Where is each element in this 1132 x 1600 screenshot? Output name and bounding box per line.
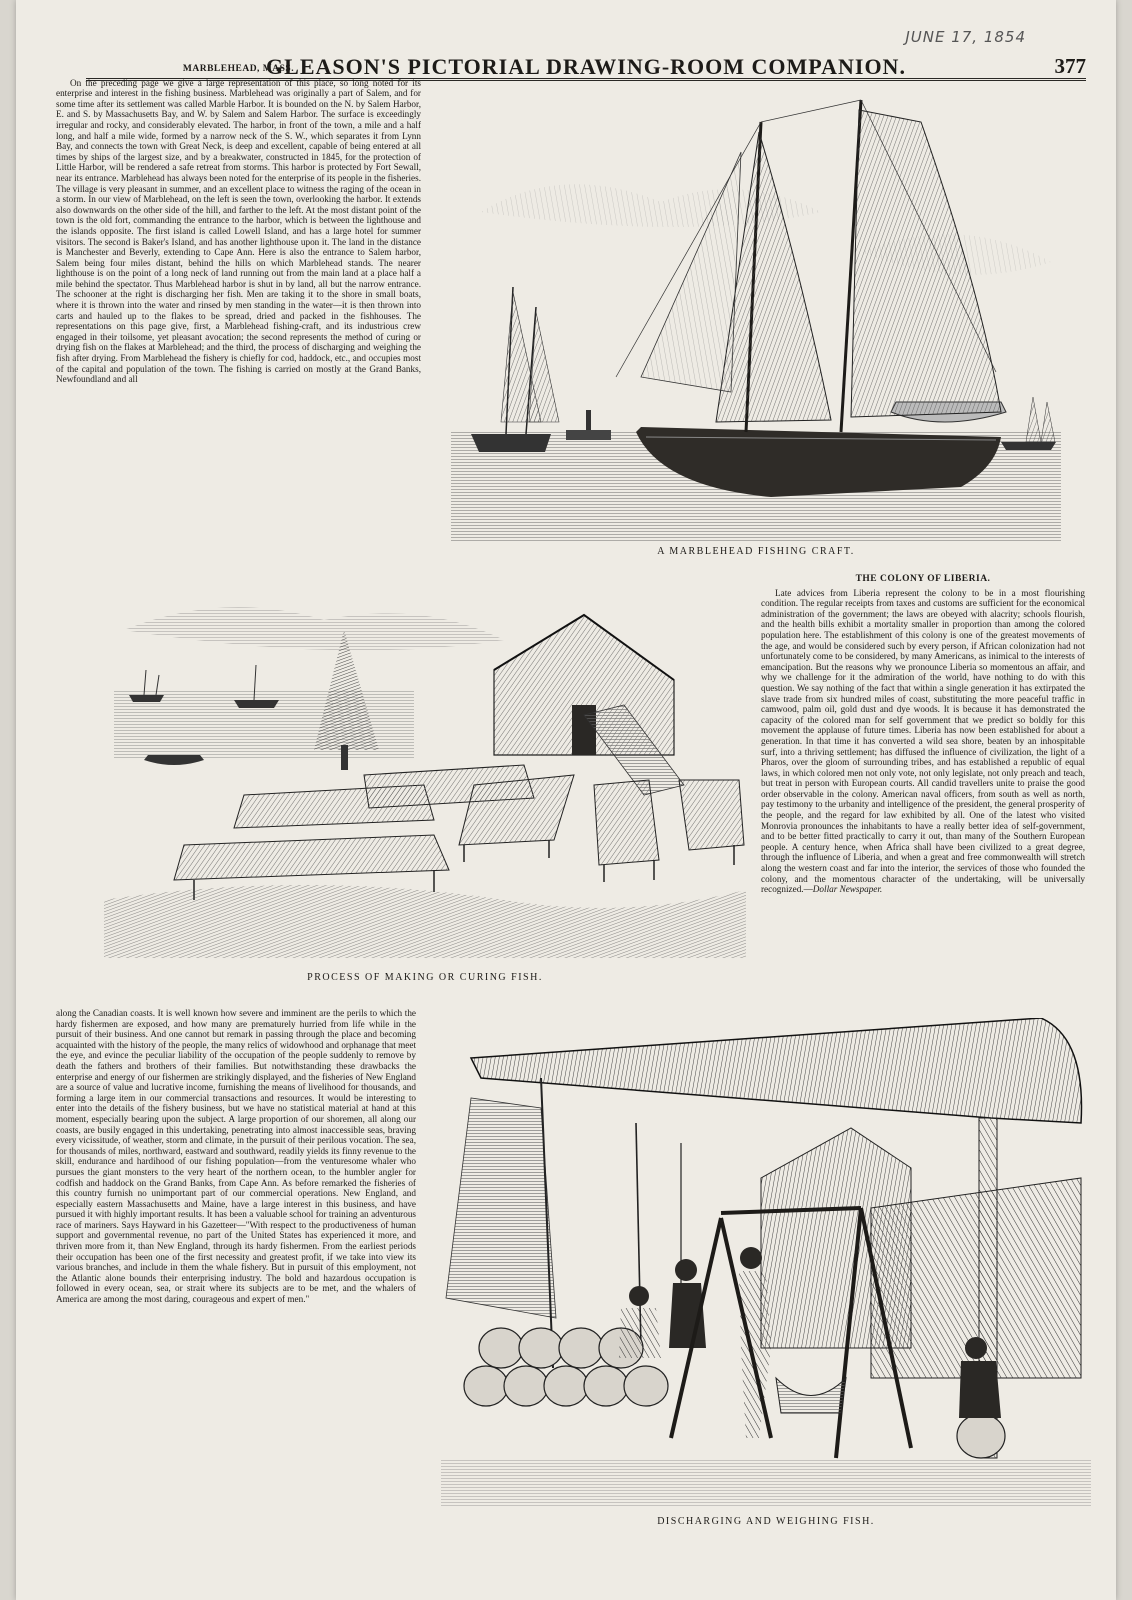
page-number: 377	[1054, 54, 1086, 78]
masthead-title: GLEASON'S PICTORIAL DRAWING-ROOM COMPANION.	[266, 54, 906, 79]
marblehead-article	[56, 64, 421, 549]
fishing-craft-caption: A MARBLEHEAD FISHING CRAFT.	[657, 546, 855, 557]
curing-fish-illustration	[104, 570, 746, 958]
fishing-craft-engraving	[441, 92, 1071, 547]
weighing-fish-engraving	[441, 1018, 1091, 1508]
marblehead-continuation	[56, 1008, 416, 1588]
curing-fish-caption: PROCESS OF MAKING OR CURING FISH.	[307, 972, 543, 983]
marblehead-paragraph: On the preceding page we give a large representation of this place, so long noted for its enterprise and interest in the fishing business. Marblehead was originally a part of Salem, and for some time after its settlement was called Marble Harbor. It is bounded on the N. by Salem Harbor, E. and S. by Massachusetts Bay, and W. by Salem and Salem Harbor. The surface is exceedingly irregular and rocky, and considerably elevated. The harbor, in front of the town, a mile and a half long, and half a mile wide, formed by a narrow neck of the S. W., which separates it from Lynn Bay, and connects the town with Great Neck, is deep and excellent, capable of being entered at all times by ships of the largest size, and by a breakwater, constructed in 1845, for the protection of Little Harbor, will be rendered a safe retreat from storms. This harbor is protected by Fort Sewall, near its entrance. Marblehead has always been noted for the enterprise of its people in the fisheries. The village is very pleasant in summer, and an excellent place to witness the raging of the ocean in a storm. In our view of Marblehead, on the left is seen the town, overlooking the harbor. It extends also downwards on the other side of the hill, and farther to the left. At the most distant point of the town is the old fort, commanding the entrance to the harbor, which is between the lighthouse and the islands opposite. The first island is called Lowell Island, and has a large hotel for summer visitors. The second is Baker's Island, and has another lighthouse upon it. The land in the distance is Manchester and Beverly, extending to Cape Ann. Here is also the entrance to Salem harbor, Salem being four miles distant, behind the hills on which Marblehead stands. The nearer lighthouse is on the point of a long neck of land running out from the main land at a place half a mile behind the spectator. Thus Marblehead harbor is shut in by land, all but the narrow entrance. The schooner at the right is discharging her fish. Men are taking it to the shore in small boats, where it is thrown into the water and rinsed by men standing in the water—it is then thrown into carts and hauled up to the flakes to be spread, dried and packed in the fishhouses. The representations on this page give, first, a Marblehead fishing-craft, and its industrious crew engaged in their toilsome, yet pleasant avocation; the second represents the method of curing or drying fish on the flakes at Marblehead; and the third, the process of discharging and weighing the fish after drying. From Marblehead the fishery is chiefly for cod, haddock, etc., and occupies most of the capital and population of the town. The fishing is carried on mostly at the Grand Banks, Newfoundland and all	[56, 77, 421, 385]
liberia-heading: THE COLONY OF LIBERIA.	[855, 574, 991, 584]
continuation-paragraph: along the Canadian coasts. It is well known how severe and imminent are the perils to which the hardy fishermen are exposed, and how many are prematurely hurried from life while in the pursuit of their business. And one cannot but remark in passing through the place and becoming acquainted with the history of the people, the many relics of widowhood and orphanage that meet the eye, and evince the peculiar liability of the occupation of the people suddenly to remove by death the fathers and brothers of their families. But notwithstanding these drawbacks the enterprise and energy of our fishermen are strikingly displayed, and the fisheries of New England are a source of value and lucrative income, furnishing the means of livelihood for thousands, and forming a large item in our commercial transactions and resources. It would be interesting to enter into the details of the fishery business, but we have no statistical material at hand at this moment, especially bearing upon the subject. A large proportion of our shoremen, all along our coasts, are busily engaged in this undertaking, penetrating into almost inaccessible seas, braving every vicissitude, of weather, storm and climate, in the pursuit of their perilous vocation. The sea, for thousands of miles, northward, eastward and southward, readily yields its finny revenue to the skill, endurance and hardihood of our fishing population—from the venturesome whaler who pursues the giant monsters to the very heart of the northern ocean, to the humbler angler for codfish and haddock on the Grand Banks, from Cape Ann. As before remarked the fisheries of this country furnish no unimportant part of our commercial operations. New England, and especially eastern Massachusetts and Maine, have a large interest in this business, and have pursued it with highly important results. It has been a valuable school for training an adventurous race of mariners. Says Hayward in his Gazetteer—"With respect to the productiveness of human support and governmental revenue, no part of the United States has experienced it more, and thriven more from it, than New England, through its hardy fishermen. From the earliest periods their occupation has been one of the first necessity and greatest profit, if we take into view its various branches, and include in them the whale fishery. But in pursuit of this employment, not the Atlantic alone bounds their enterprising industry. The bold and hazardous occupation is followed in every ocean, sea, or strait where its subjects are to be met, and the whalers of America are among the most daring, courageous and expert of men."	[56, 1008, 416, 1305]
liberia-source: Dollar Newspaper.	[812, 884, 883, 895]
marblehead-heading: MARBLEHEAD, MASS.	[182, 64, 295, 74]
handwritten-date: JUNE 17, 1854	[905, 28, 1026, 46]
curing-fish-engraving	[104, 570, 746, 958]
weighing-fish-caption: DISCHARGING AND WEIGHING FISH.	[657, 1516, 875, 1527]
fishing-craft-illustration	[441, 92, 1071, 547]
weighing-fish-illustration	[441, 1018, 1091, 1508]
newspaper-page	[16, 0, 1116, 1600]
liberia-body: Late advices from Liberia represent the colony to be in a most flourishing condition. The regular receipts from taxes and customs are sufficient for the economical administration of the government; the laws are obeyed with alacrity; schools flourish, and the health bills exhibit a mortality smaller in proportion than among the colored population here. The establishment of this colony is one of the greatest movements of the age, and would be considered such by every person, if African colonization had not unfortunately come to be considered, by many Americans, as inimical to the interests of emancipation. But the reasons why we pronounce Liberia so momentous an affair, and why we challenge for it the admiration of the world, have nothing to do with this question. We say nothing of the fact that within a single generation it has extirpated the slave trade from six hundred miles of coast, substituting the more peaceful traffic in camwood, palm oil, gold dust and dye woods. It is because it has demonstrated the capacity of the colored man for self government that we predict so boldly for this movement the applause of future times. Liberia has now been established for about a generation. In that time it has converted a wild sea shore, beaten by an inhospitable surf, into a thriving settlement; has diffused the influence of civilization, the light of a Pharos, over the gloom of surrounding tribes, and has established a republic of equal laws, in which colored men not only vote, not only legislate, not only preach and teach, but treat in person with European courts. All candid travellers unite to praise the good order observable in the colony. American naval officers, from south as well as north, pay testimony to the urbanity and intelligence of the president, the general prosperity of the people, and the regard for law exhibited by all. One of the latest who visited Monrovia pronounces the inhabitants to have a really better idea of self-government, and to be better fitted practically to carry it out, than many of the Southern European people. A century hence, when Africa shall have been civilized to a great degree, through the influence of Liberia, and when a great and free commonwealth will stretch along the western coast and far into the interior, the services of those who founded the colony, and the momentous character of the undertaking, will be universally recognized.—	[761, 587, 1085, 895]
liberia-article	[761, 574, 1085, 1020]
